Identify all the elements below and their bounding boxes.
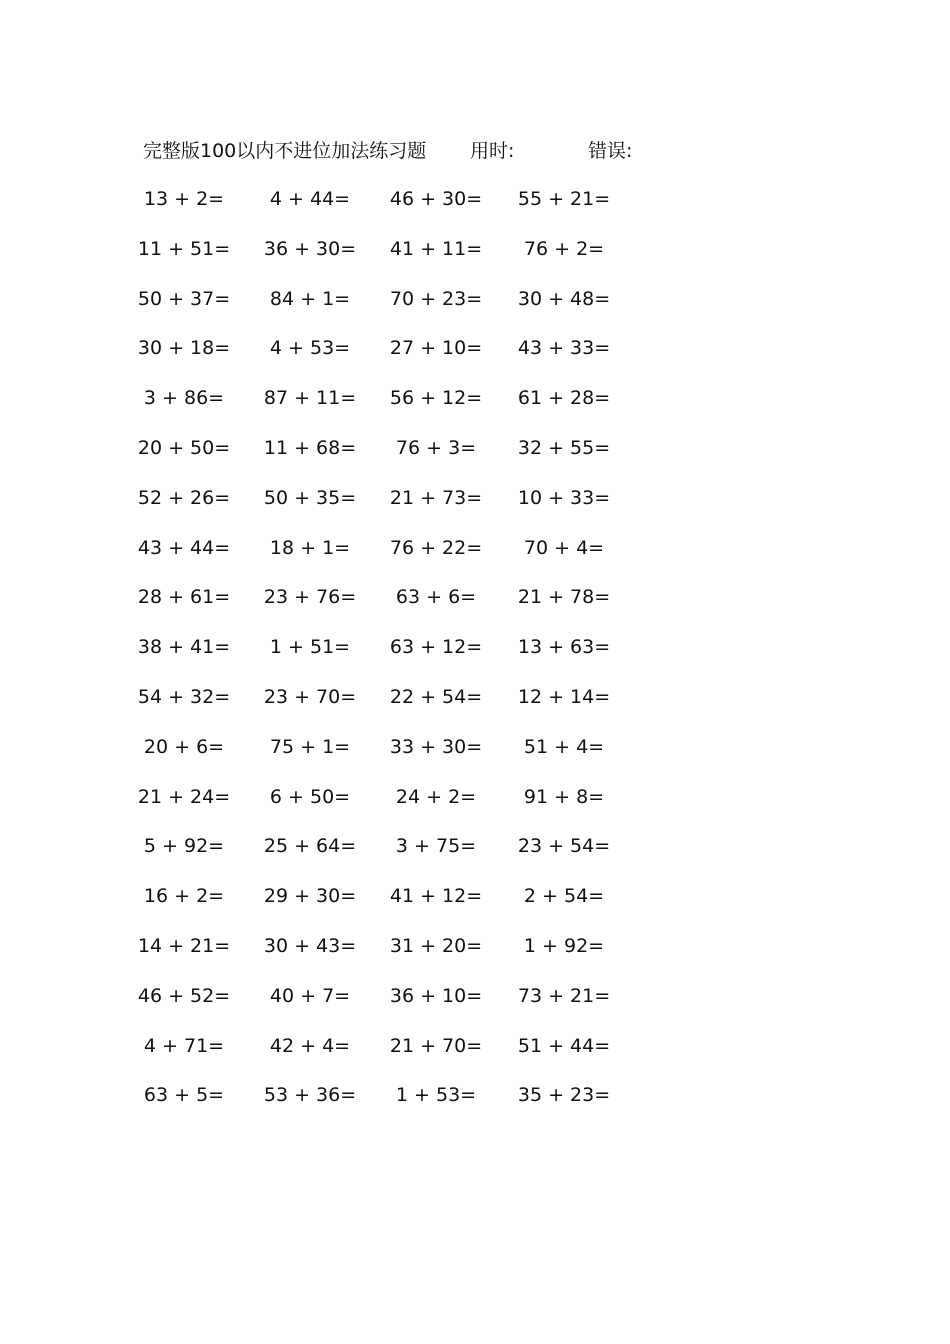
problem-r1-c3: 46 + 30= [389,188,483,210]
problem-r2-c1: 11 + 51= [137,237,231,260]
problem-r16-c2: 30 + 43= [263,935,357,957]
problem-r1-c4: 55 + 21= [517,188,611,210]
problem-r13-c4: 91 + 8= [523,785,605,808]
problem-r5-c4: 61 + 28= [517,387,611,410]
problem-r15-c2: 29 + 30= [263,885,357,908]
problem-r17-c3: 36 + 10= [389,984,483,1007]
problem-r10-c2: 1 + 51= [269,636,351,659]
problem-r2-c3: 41 + 11= [389,237,483,260]
problem-r7-c2: 50 + 35= [263,486,357,509]
problem-r10-c4: 13 + 63= [517,636,611,659]
problem-r11-c2: 23 + 70= [263,686,357,708]
problem-r19-c3: 1 + 53= [395,1084,477,1107]
problem-r4-c2: 4 + 53= [269,337,351,360]
problem-r3-c1: 50 + 37= [137,287,231,310]
problem-r19-c1: 63 + 5= [143,1084,225,1107]
problem-r7-c4: 10 + 33= [517,486,611,509]
problem-r18-c2: 42 + 4= [269,1034,351,1057]
problem-r7-c3: 21 + 73= [389,486,483,509]
worksheet-title: 完整版100以内不进位加法练习题 [143,140,427,162]
problem-r18-c1: 4 + 71= [143,1034,225,1057]
problem-r4-c3: 27 + 10= [389,337,483,360]
problem-r12-c2: 75 + 1= [269,735,351,758]
problem-r15-c3: 41 + 12= [389,885,483,908]
problem-r14-c3: 3 + 75= [395,835,477,858]
problem-r16-c3: 31 + 20= [389,935,483,957]
problem-r9-c1: 28 + 61= [137,586,231,609]
problem-r8-c4: 70 + 4= [523,536,605,559]
problem-r3-c2: 84 + 1= [269,287,351,310]
problem-r8-c1: 43 + 44= [137,536,231,559]
problem-r3-c3: 70 + 23= [389,287,483,310]
problem-r12-c4: 51 + 4= [523,735,605,758]
problem-r9-c3: 63 + 6= [395,586,477,609]
problem-r6-c4: 32 + 55= [517,437,611,459]
problem-r11-c1: 54 + 32= [137,686,231,708]
problem-r7-c1: 52 + 26= [137,486,231,509]
problem-r10-c3: 63 + 12= [389,636,483,659]
problem-r15-c4: 2 + 54= [523,885,605,908]
problem-r18-c3: 21 + 70= [389,1034,483,1057]
problem-r10-c1: 38 + 41= [137,636,231,659]
problem-r15-c1: 16 + 2= [143,885,225,908]
problem-r11-c4: 12 + 14= [517,686,611,708]
problem-r14-c2: 25 + 64= [263,835,357,858]
problem-r19-c4: 35 + 23= [517,1084,611,1107]
problem-r9-c4: 21 + 78= [517,586,611,609]
problem-r12-c1: 20 + 6= [143,735,225,758]
problem-r5-c1: 3 + 86= [143,387,225,410]
problem-r13-c1: 21 + 24= [137,785,231,808]
problem-r17-c2: 40 + 7= [269,984,351,1007]
problem-r17-c1: 46 + 52= [137,984,231,1007]
problem-r19-c2: 53 + 36= [263,1084,357,1107]
problem-r14-c4: 23 + 54= [517,835,611,858]
problem-r1-c2: 4 + 44= [269,188,351,210]
problem-r1-c1: 13 + 2= [143,188,225,210]
problem-r6-c3: 76 + 3= [395,437,477,459]
problem-r9-c2: 23 + 76= [263,586,357,609]
problem-r6-c2: 11 + 68= [263,437,357,459]
problem-r18-c4: 51 + 44= [517,1034,611,1057]
problem-r6-c1: 20 + 50= [137,437,231,459]
problem-r13-c3: 24 + 2= [395,785,477,808]
problem-r16-c4: 1 + 92= [523,935,605,957]
problem-r8-c2: 18 + 1= [269,536,351,559]
problem-r3-c4: 30 + 48= [517,287,611,310]
problem-r8-c3: 76 + 22= [389,536,483,559]
problem-r5-c3: 56 + 12= [389,387,483,410]
time-used-label: 用时: [470,140,515,162]
problem-r2-c2: 36 + 30= [263,237,357,260]
error-count-label: 错误: [588,140,633,162]
problem-r17-c4: 73 + 21= [517,984,611,1007]
problem-r11-c3: 22 + 54= [389,686,483,708]
problem-r5-c2: 87 + 11= [263,387,357,410]
problem-r2-c4: 76 + 2= [523,237,605,260]
problem-r13-c2: 6 + 50= [269,785,351,808]
problem-r4-c1: 30 + 18= [137,337,231,360]
problem-r16-c1: 14 + 21= [137,935,231,957]
problem-r12-c3: 33 + 30= [389,735,483,758]
problem-r4-c4: 43 + 33= [517,337,611,360]
problem-r14-c1: 5 + 92= [143,835,225,858]
